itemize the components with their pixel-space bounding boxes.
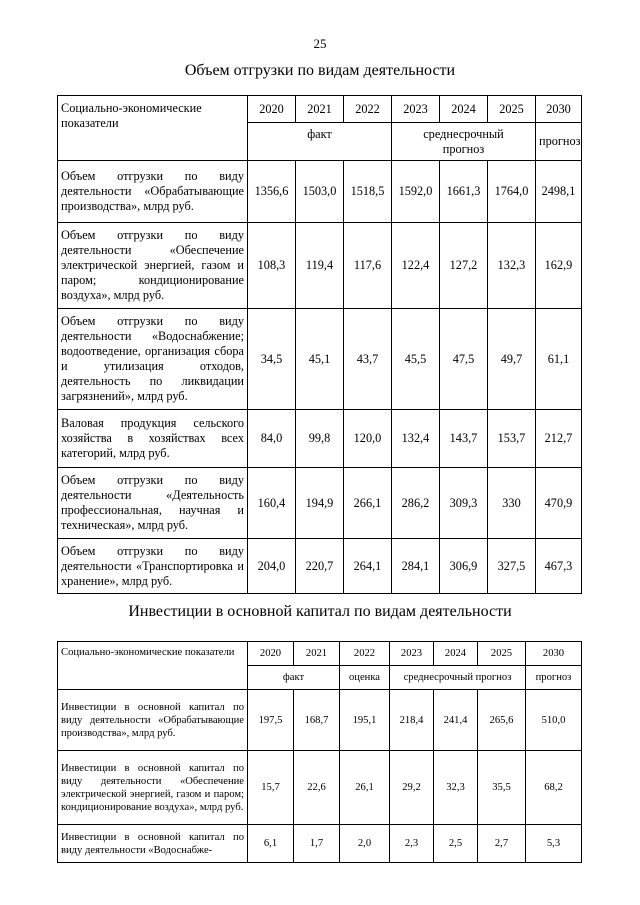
year-header: 2021 <box>294 642 340 666</box>
cell-value: 2498,1 <box>536 161 582 223</box>
year-header: 2023 <box>390 642 434 666</box>
cell-value: 197,5 <box>248 690 294 751</box>
cell-value: 1,7 <box>294 825 340 863</box>
cell-value: 132,3 <box>488 223 536 309</box>
table-row <box>58 690 582 751</box>
year-header: 2030 <box>526 642 582 666</box>
table-row <box>58 410 582 468</box>
cell-value: 327,5 <box>488 539 536 594</box>
table-row <box>58 825 582 863</box>
header-label: Социально-экономические показатели <box>58 96 248 161</box>
cell-value: 284,1 <box>392 539 440 594</box>
cell-value: 220,7 <box>296 539 344 594</box>
cell-value: 306,9 <box>440 539 488 594</box>
year-header: 2024 <box>440 96 488 123</box>
group-fact: факт <box>248 666 340 690</box>
cell-value: 1503,0 <box>296 161 344 223</box>
table-row <box>58 751 582 825</box>
cell-value: 2,5 <box>434 825 478 863</box>
cell-value: 61,1 <box>536 309 582 410</box>
cell-value: 309,3 <box>440 468 488 539</box>
year-header: 2020 <box>248 642 294 666</box>
investment-table <box>57 641 582 863</box>
cell-value: 2,3 <box>390 825 434 863</box>
cell-value: 120,0 <box>344 410 392 468</box>
cell-value: 22,6 <box>294 751 340 825</box>
cell-value: 467,3 <box>536 539 582 594</box>
year-header: 2022 <box>344 96 392 123</box>
cell-value: 5,3 <box>526 825 582 863</box>
cell-value: 2,7 <box>478 825 526 863</box>
table-row <box>58 309 582 410</box>
cell-value: 2,0 <box>340 825 390 863</box>
cell-value: 119,4 <box>296 223 344 309</box>
year-header: 2021 <box>296 96 344 123</box>
cell-value: 29,2 <box>390 751 434 825</box>
cell-value: 45,5 <box>392 309 440 410</box>
row-label: Объем отгрузки по виду деятельности «Деятельность профессиональная, научная и техническая», млрд руб. <box>58 468 248 539</box>
cell-value: 153,7 <box>488 410 536 468</box>
cell-value: 266,1 <box>344 468 392 539</box>
table-row <box>58 539 582 594</box>
cell-value: 218,4 <box>390 690 434 751</box>
table1-title: Объем отгрузки по видам деятельности <box>184 62 456 79</box>
cell-value: 330 <box>488 468 536 539</box>
cell-value: 204,0 <box>248 539 296 594</box>
cell-value: 1661,3 <box>440 161 488 223</box>
cell-value: 241,4 <box>434 690 478 751</box>
cell-value: 1764,0 <box>488 161 536 223</box>
cell-value: 160,4 <box>248 468 296 539</box>
table-header-row <box>58 96 582 123</box>
row-label: Объем отгрузки по виду деятельности «Транспортировка и хранение», млрд руб. <box>58 539 248 594</box>
year-header: 2022 <box>340 642 390 666</box>
cell-value: 195,1 <box>340 690 390 751</box>
cell-value: 470,9 <box>536 468 582 539</box>
row-label: Инвестиции в основной капитал по виду деятельности «Обеспечение электрической энергией, газом и паром; кондиционирование воздуха», млрд руб. <box>58 751 248 825</box>
cell-value: 194,9 <box>296 468 344 539</box>
table-header-row <box>58 642 582 666</box>
year-header: 2023 <box>392 96 440 123</box>
cell-value: 143,7 <box>440 410 488 468</box>
cell-value: 1356,6 <box>248 161 296 223</box>
year-header: 2025 <box>478 642 526 666</box>
cell-value: 212,7 <box>536 410 582 468</box>
cell-value: 99,8 <box>296 410 344 468</box>
cell-value: 35,5 <box>478 751 526 825</box>
table-row <box>58 161 582 223</box>
cell-value: 122,4 <box>392 223 440 309</box>
cell-value: 32,3 <box>434 751 478 825</box>
cell-value: 47,5 <box>440 309 488 410</box>
group-medium-term-forecast: среднесрочный прогноз <box>390 666 526 690</box>
year-header: 2025 <box>488 96 536 123</box>
shipment-volume-table <box>57 95 582 594</box>
year-header: 2020 <box>248 96 296 123</box>
cell-value: 108,3 <box>248 223 296 309</box>
group-estimate: оценка <box>340 666 390 690</box>
cell-value: 49,7 <box>488 309 536 410</box>
table2-title: Инвестиции в основной капитал по видам деятельности <box>128 603 512 620</box>
cell-value: 6,1 <box>248 825 294 863</box>
row-label: Объем отгрузки по виду деятельности «Обрабатывающие производства», млрд руб. <box>58 161 248 223</box>
cell-value: 34,5 <box>248 309 296 410</box>
row-label: Инвестиции в основной капитал по виду деятельности «Обрабатывающие производства», млрд руб. <box>58 690 248 751</box>
year-header: 2024 <box>434 642 478 666</box>
cell-value: 117,6 <box>344 223 392 309</box>
cell-value: 162,9 <box>536 223 582 309</box>
table-row <box>58 468 582 539</box>
row-label: Валовая продукция сельского хозяйства в хозяйствах всех категорий, млрд руб. <box>58 410 248 468</box>
cell-value: 286,2 <box>392 468 440 539</box>
row-label: Объем отгрузки по виду деятельности «Водоснабжение; водоотведение, организация сбора и утилизация отходов, деятельность по ликвидации загрязнений», млрд руб. <box>58 309 248 410</box>
header-label: Социально-экономические показатели <box>58 642 248 690</box>
cell-value: 68,2 <box>526 751 582 825</box>
cell-value: 264,1 <box>344 539 392 594</box>
page-number: 25 <box>313 36 327 51</box>
cell-value: 43,7 <box>344 309 392 410</box>
year-header: 2030 <box>536 96 582 123</box>
cell-value: 45,1 <box>296 309 344 410</box>
group-medium-term-forecast: среднесрочный прогноз <box>392 123 536 161</box>
cell-value: 1592,0 <box>392 161 440 223</box>
cell-value: 265,6 <box>478 690 526 751</box>
cell-value: 132,4 <box>392 410 440 468</box>
cell-value: 1518,5 <box>344 161 392 223</box>
table-row <box>58 223 582 309</box>
group-forecast: прогноз <box>526 666 582 690</box>
cell-value: 168,7 <box>294 690 340 751</box>
row-label: Инвестиции в основной капитал по виду деятельности «Водоснабже- <box>58 825 248 863</box>
group-fact: факт <box>248 123 392 161</box>
cell-value: 84,0 <box>248 410 296 468</box>
cell-value: 127,2 <box>440 223 488 309</box>
cell-value: 510,0 <box>526 690 582 751</box>
cell-value: 15,7 <box>248 751 294 825</box>
cell-value: 26,1 <box>340 751 390 825</box>
group-forecast: прогноз <box>536 123 582 161</box>
row-label: Объем отгрузки по виду деятельности «Обеспечение электрической энергией, газом и паром; кондиционирование воздуха», млрд руб. <box>58 223 248 309</box>
